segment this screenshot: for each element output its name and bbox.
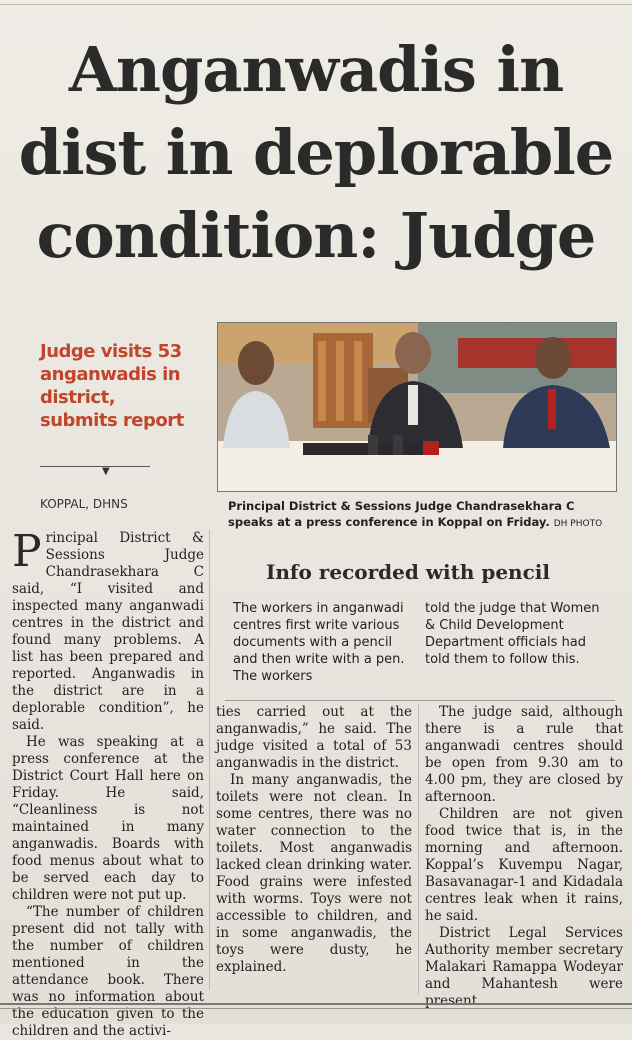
headline-line-3: condition: Judge [36, 199, 596, 272]
headline-line-2: dist in deplorable [18, 116, 614, 189]
kicker-arrow-icon: ▼ [102, 466, 110, 477]
col1-para-3: “The number of children present did not tally with the number of children mentioned in the attendance book. There was no information about the education given to the children and the activi- [12, 904, 204, 1039]
headline [10, 28, 622, 277]
kicker-subheadline: Judge visits 53 anganwadis in district, submits report [40, 341, 184, 431]
kicker-divider [40, 466, 150, 467]
column-1 [12, 526, 204, 1040]
col1-para-1-text: rincipal District & Sessions Judge Chandrasekhara C said, “I visited and inspected many anganwadi centres in the district and found many problems. A list has been prepared and reported. Anganwadis in the district are in a deplorable condition”, he said. [12, 530, 204, 733]
column-3 [425, 704, 623, 1010]
dateline: KOPPAL, DHNS [40, 497, 128, 511]
photo-credit: DH PHOTO [553, 519, 603, 529]
top-rule [0, 4, 632, 5]
column-divider-2 [418, 704, 419, 994]
info-subheading: Info recorded with pencil [266, 560, 550, 584]
photo-caption [228, 498, 620, 532]
caption-text: Principal District & Sessions Judge Chandrasekhara C speaks at a press conference in Koppal on Friday. [228, 499, 575, 529]
pull-quote-right: told the judge that Women & Child Development Department officials had told them to follow this. [425, 601, 600, 667]
pull-quote-divider [225, 700, 615, 701]
bottom-rule [0, 1003, 632, 1005]
column-divider-1 [209, 530, 210, 990]
col1-para-1 [12, 526, 204, 734]
headline-line-1: Anganwadis in [68, 33, 564, 106]
col2-para-1: ties carried out at the anganwadis,” he said. The judge visited a total of 53 anganwadis in the district. [216, 704, 412, 771]
col3-para-2: Children are not given food twice that is, in the morning and afternoon. Koppal’s Kuvempu Nagar, Basavanagar-1 and Kidadala centres leak when it rains, he said. [425, 806, 623, 924]
bottom-rule-thin [0, 1008, 632, 1009]
press-conference-photo [217, 322, 617, 492]
column-2 [216, 704, 412, 976]
drop-cap: P [12, 526, 42, 577]
col1-para-2: He was speaking at a press conference at the District Court Hall here on Friday. He said, “Cleanliness is not maintained in many anganwadis. Boards with food menus about what to be served each day to children were not put up. [12, 734, 204, 903]
col2-para-2: In many anganwadis, the toilets were not clean. In some centres, there was no water connection to the toilets. Most anganwadis lacked clean drinking water. Food grains were infested with worms. Toys were not accessible to children, and in some anganwadis, the toys were dusty, he explained. [216, 772, 412, 975]
col3-para-3: District Legal Services Authority member secretary Malakari Ramappa Wodeyar and Mahantesh were present. [425, 925, 623, 1009]
pull-quote-left: The workers in anganwadi centres first write various documents with a pencil and then write with a pen. The workers [233, 601, 405, 684]
col3-para-1: The judge said, although there is a rule that anganwadi centres should be open from 9.30 am to 4.00 pm, they are closed by afternoon. [425, 704, 623, 805]
